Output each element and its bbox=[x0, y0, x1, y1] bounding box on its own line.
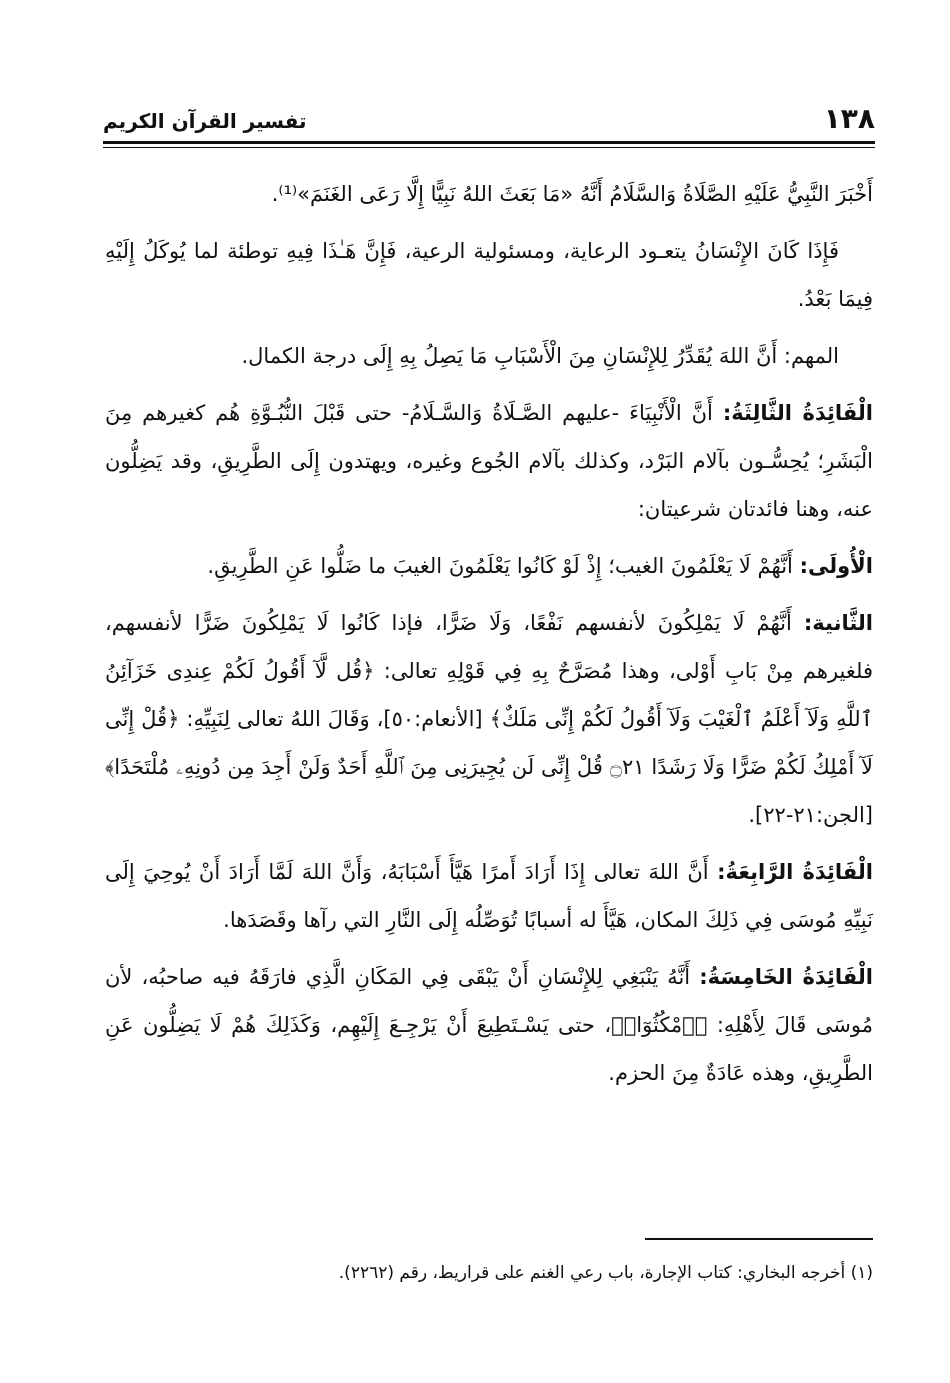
page-number: ١٣٨ bbox=[823, 102, 875, 135]
paragraph-heading: الْفَائِدَةُ الخَامِسَةُ: bbox=[699, 965, 873, 989]
header-rule bbox=[103, 141, 875, 144]
paragraph-text: أَنَّهُمْ لَا يَعْلَمُونَ الغيب؛ إِذْ لَوْ كَانُوا يَعْلَمُونَ الغيبَ ما ضَلُّوا عَنِ الطَّرِيقِ. bbox=[207, 554, 793, 578]
paragraph-heading: الْفَائِدَةُ الثَّالِثَةُ: bbox=[722, 401, 873, 425]
paragraph-text: المهم: أَنَّ اللهَ يُقَدِّرُ لِلإِنْسَانِ مِنَ الْأَسْبَابِ مَا يَصِلُ بِهِ إِلَى درجة الكمال. bbox=[241, 344, 839, 368]
header-rule-thin bbox=[103, 147, 875, 148]
footnote bbox=[105, 1258, 873, 1288]
paragraph bbox=[105, 542, 873, 590]
paragraph bbox=[105, 953, 873, 1097]
paragraph-heading: الثَّانية: bbox=[803, 611, 873, 635]
paragraph-text: أَنَّ اللهَ تعالى إِذَا أَرَادَ أَمرًا هَيَّأَ أَسْبَابَهُ، وَأَنَّ اللهَ لَمَّا أَرَادَ أَنْ يُوحِيَ إِلَى نَبِيِّهِ مُوسَى فِي ذَلِكَ المكان، هَيَّأَ له أسبابًا تُوَصِّلُه إِلَى النَّارِ التي رآها وقَصَدَها. bbox=[105, 860, 873, 932]
paragraph bbox=[105, 848, 873, 944]
paragraph-heading: الْفَائِدَةُ الرَّابِعَةُ: bbox=[717, 860, 873, 884]
paragraph-text: أَنَّهُ يَنْبَغِي لِلإِنْسَانِ أَنْ يَبْقَى فِي المَكَانِ الَّذِي فارَقَهُ فيه صاحبُه، لأن مُوسَى قَالَ لِأَهْلِهِ: ﴿ٱمْكُثُوٓا۟﴾، حتى يَسْـتَطِيعَ أَنْ يَرْجِـعَ إِلَيْهِم، وَكَذَلِكَ هُمْ لَا يَضِلُّون عَنِ الطَّرِيقِ، وهذه عَادَةٌ مِنَ الحزم. bbox=[105, 965, 873, 1085]
footnote-rule bbox=[645, 1238, 873, 1240]
paragraph bbox=[105, 170, 873, 218]
footnote-text: (١) أخرجه البخاري: كتاب الإجارة، باب رعي الغنم على قراريط، رقم (٢٢٦٢). bbox=[338, 1263, 873, 1283]
paragraph-heading: الْأُولَى: bbox=[799, 554, 873, 578]
paragraph bbox=[105, 227, 873, 323]
paragraph bbox=[105, 389, 873, 533]
running-title: تفسير القرآن الكريم bbox=[103, 109, 307, 133]
paragraph bbox=[105, 332, 873, 380]
paragraph bbox=[105, 599, 873, 839]
page-header bbox=[103, 102, 875, 138]
paragraph-text: أَنَّ الْأَنْبِيَاءَ -عليهم الصَّـلَاةُ وَالسَّـلَامُ- حتى قَبْلَ النُّبُـوَّةِ هُم كغيرهم مِنَ الْبَشَرِ؛ يُحِسُّـون بآلام البَرْد، وكذلك بآلام الجُوع وغيره، ويهتدون إِلَى الطَّرِيقِ، وقد يَضِلُّون عنه، وهنا فائدتان شرعيتان: bbox=[105, 401, 873, 521]
paragraph-text: أَخْبَرَ النَّبِيُّ عَلَيْهِ الصَّلَاةُ وَالسَّلَامُ أَنَّهُ «مَا بَعَثَ اللهُ نَبِيًّا إِلَّا رَعَى الغَنَمَ»⁽¹⁾. bbox=[271, 182, 873, 206]
body-text bbox=[105, 170, 873, 1106]
paragraph-text: فَإِذَا كَانَ الإِنْسَانُ يتعـود الرعاية، ومسئولية الرعية، فَإِنَّ هَـٰذَا فِيهِ توطئة لما يُوكَلُ إِلَيْهِ فِيمَا بَعْدُ. bbox=[105, 239, 873, 311]
paragraph-text: أَنَّهُمْ لَا يَمْلِكُونَ لأنفسهم نَفْعًا، وَلَا ضَرًّا، فإذا كَانُوا لَا يَمْلِكُونَ ضَرًّا لأنفسهم، فلغيرهم مِنْ بَابِ أَوْلى، وهذا مُصَرَّحٌ بِهِ فِي قَوْلِهِ تعالى: ﴿قُل لَّآ أَقُولُ لَكُمْ عِندِى خَزَآئِنُ ٱللَّهِ وَلَآ أَعْلَمُ ٱلْغَيْبَ وَلَآ أَقُولُ لَكُمْ إِنِّى مَلَكٌ﴾ [الأنعام:٥٠]، وَقَالَ اللهُ تعالى لِنَبِيِّهِ: ﴿قُلْ إِنِّى لَآ أَمْلِكُ لَكُمْ ضَرًّا وَلَا رَشَدًا ۝٢١ قُلْ إِنِّى لَن يُجِيرَنِى مِنَ ٱللَّهِ أَحَدٌ وَلَنْ أَجِدَ مِن دُونِهِۦ مُلْتَحَدًا﴾ [الجن:٢١-٢٢]. bbox=[105, 611, 873, 827]
